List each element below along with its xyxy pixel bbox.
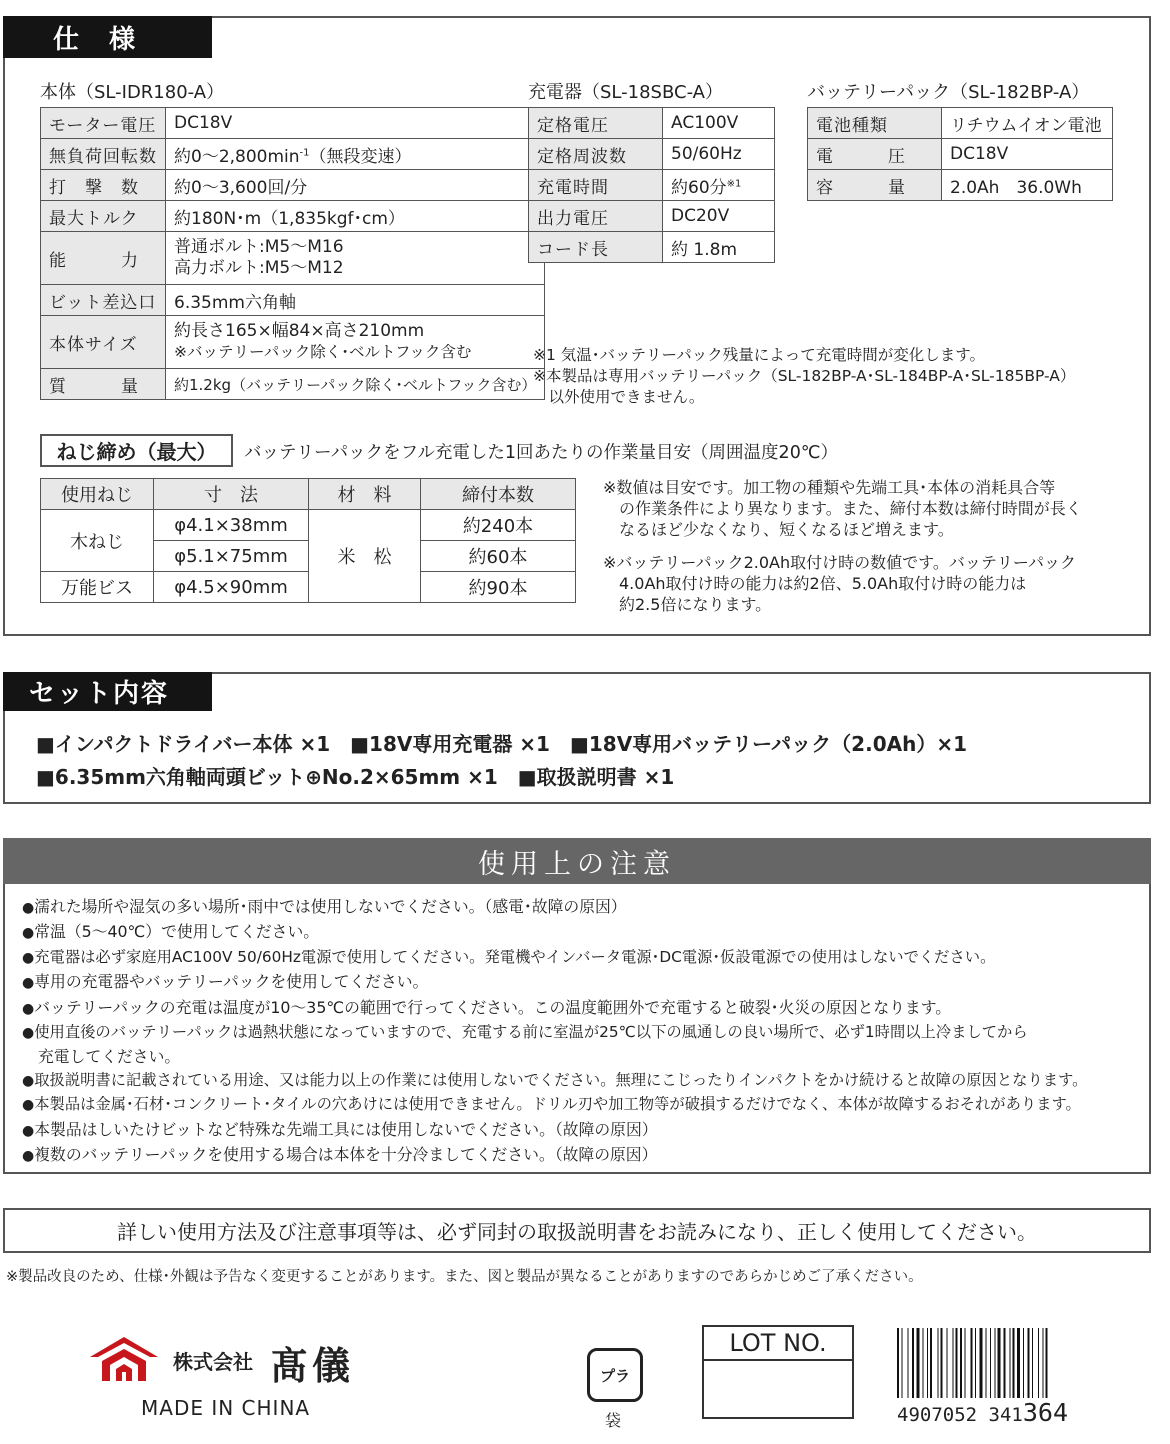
- made-in: MADE IN CHINA: [141, 1396, 311, 1420]
- col-header: 締付本数: [421, 479, 576, 510]
- screw-count: 約60本: [421, 541, 576, 572]
- spec-key: 電 圧: [808, 139, 942, 170]
- spec-value: 約 1.8m: [663, 232, 775, 263]
- screw-table: [40, 478, 576, 603]
- screw-material: 米 松: [309, 510, 421, 603]
- caution-list: [22, 895, 1087, 1168]
- screw-count: 約240本: [421, 510, 576, 541]
- set-contents-line: ■6.35mm六角軸両頭ビット⊕No.2×65mm ×1 ■取扱説明書 ×1: [36, 765, 675, 789]
- spec-tab: 仕 様: [3, 16, 212, 58]
- charger-notes: ※1 気温･バッテリーパック残量によって充電時間が変化します。 ※本製品は専用バッテリーパック（SL-182BP-A･SL-184BP-A･SL-185BP-A） 以外使用できません。: [533, 346, 1076, 406]
- recycle-mark-icon: プラ: [587, 1348, 643, 1402]
- caution-item: ●本製品は金属･石材･コンクリート･タイルの穴あけには使用できません。ドリル刃や加工物等が破損するだけでなく、本体が故障するおそれがあります。: [22, 1095, 1081, 1114]
- screw-notes-2: ※バッテリーパック2.0Ah取付け時の数値です。バッテリーパック 4.0Ah取付け時の能力は約2倍、5.0Ah取付け時の能力は 約2.5倍になります。: [603, 553, 1077, 614]
- spec-key: 能 力: [41, 232, 166, 285]
- spec-value: 約$0\sim 2,800\min^{-1}$（無段変速）: [166, 139, 545, 170]
- caution-item: ●取扱説明書に記載されている用途、又は能力以上の作業には使用しないでください。無理にこじったりインパクトをかけ続けると故障の原因となります。: [22, 1070, 1088, 1089]
- spec-value: 6.35mm六角軸: [166, 285, 545, 316]
- col-header: 材 料: [309, 479, 421, 510]
- caution-item: ●使用直後のバッテリーパックは過熱状態になっていますので、充電する前に室温が25℃以下の風通しの良い場所で、必ず1時間以上冷ましてから: [22, 1023, 1028, 1042]
- set-contents-line: ■インパクトドライバー本体 ×1 ■18V専用充電器 ×1 ■18V専用バッテリーパック（2.0Ah）×1: [36, 732, 968, 756]
- caution-item: ●常温（5～40℃）で使用してください。: [22, 922, 320, 942]
- caution-item: ●複数のバッテリーパックを使用する場合は本体を十分冷ましてください。（故障の原因）: [22, 1145, 658, 1165]
- caution-banner: 使用上の注意: [3, 838, 1151, 884]
- spec-key: 電池種類: [808, 108, 942, 139]
- spec-value: DC20V: [663, 201, 775, 232]
- spec-key: 定格電圧: [529, 108, 663, 139]
- spec-key: 質 量: [41, 369, 166, 400]
- company-prefix: 株式会社: [173, 1350, 253, 1374]
- lot-label: LOT NO.: [704, 1327, 852, 1361]
- spec-value: DC18V: [166, 108, 545, 139]
- read-manual-notice: 詳しい使用方法及び注意事項等は、必ず同封の取扱説明書をお読みになり、正しく使用してください。: [3, 1208, 1151, 1253]
- caution-item: ●バッテリーパックの充電は温度が10～35℃の範囲で行ってください。この温度範囲外で充電すると破裂･火災の原因となります。: [22, 997, 952, 1017]
- caution-item: ●専用の充電器やバッテリーパックを使用してください。: [22, 972, 429, 992]
- spec-key: 充電時間: [529, 170, 663, 201]
- caution-item-continuation: 充電してください。: [38, 1047, 181, 1067]
- barcode: [897, 1328, 1093, 1398]
- spec-value: 約180N･m（1,835kgf･cm）: [166, 201, 545, 232]
- screw-subtitle: バッテリーパックをフル充電した1回あたりの作業量目安（周囲温度20℃）: [244, 443, 838, 463]
- recycle-label: 袋: [605, 1411, 622, 1430]
- col-header: 寸 法: [154, 479, 309, 510]
- spec-key: 出力電圧: [529, 201, 663, 232]
- screw-size: φ4.5×90mm: [154, 572, 309, 603]
- charger-spec-table: [528, 107, 775, 263]
- disclaimer: ※製品改良のため、仕様･外観は予告なく変更することがあります。また、図と製品が異なることがありますのであらかじめご了承ください。: [6, 1269, 923, 1285]
- screw-title: ねじ締め（最大）: [40, 434, 233, 467]
- spec-value: 約長さ165×幅84×高さ210mm ※バッテリーパック除く･ベルトフック含む: [166, 316, 545, 369]
- battery-heading: バッテリーパック（SL-182BP-A）: [807, 82, 1090, 103]
- company-name: 髙儀: [270, 1343, 355, 1388]
- spec-value: リチウムイオン電池: [942, 108, 1113, 139]
- company-logo-icon: [88, 1335, 160, 1383]
- spec-value: 約0～3,600回/分: [166, 170, 545, 201]
- barcode-number: 4907052 341364: [897, 1398, 1068, 1427]
- spec-value: 約1.2kg（バッテリーパック除く･ベルトフック含む）: [166, 369, 545, 400]
- screw-size: φ4.1×38mm: [154, 510, 309, 541]
- screw-size: φ5.1×75mm: [154, 541, 309, 572]
- caution-item: ●濡れた場所や湿気の多い場所･雨中では使用しないでください。（感電･故障の原因）: [22, 897, 627, 916]
- spec-value: DC18V: [942, 139, 1113, 170]
- spec-value: 約60分$^{※1}$: [663, 170, 775, 201]
- caution-item: ●本製品はしいたけビットなど特殊な先端工具には使用しないでください。（故障の原因）: [22, 1119, 658, 1139]
- screw-count: 約90本: [421, 572, 576, 603]
- set-tab: セット内容: [3, 672, 212, 711]
- charger-heading: 充電器（SL-18SBC-A）: [528, 82, 723, 103]
- spec-key: ビット差込口: [41, 285, 166, 316]
- spec-key: 定格周波数: [529, 139, 663, 170]
- spec-value: 50/60Hz: [663, 139, 775, 170]
- spec-value: 普通ボルト:M5～M16 高力ボルト:M5～M12: [166, 232, 545, 285]
- spec-value: AC100V: [663, 108, 775, 139]
- spec-key: 容 量: [808, 170, 942, 201]
- spec-key: 無負荷回転数: [41, 139, 166, 170]
- screw-notes-1: ※数値は目安です。加工物の種類や先端工具･本体の消耗具合等 の作業条件により異なります。また、締付本数は締付時間が長く なるほど少なくなり、短くなるほど増えます。: [603, 478, 1082, 539]
- spec-key: 最大トルク: [41, 201, 166, 232]
- lot-box: [702, 1325, 854, 1419]
- spec-key: モーター電圧: [41, 108, 166, 139]
- col-header: 使用ねじ: [41, 479, 154, 510]
- spec-value: 2.0Ah 36.0Wh: [942, 170, 1113, 201]
- caution-item: ●充電器は必ず家庭用AC100V 50/60Hz電源で使用してください。発電機やインバータ電源･DC電源･仮設電源での使用はしないでください。: [22, 947, 996, 966]
- spec-key: 本体サイズ: [41, 316, 166, 369]
- screw-type: 万能ビス: [41, 572, 154, 603]
- body-spec-table: [40, 107, 545, 400]
- spec-key: コード長: [529, 232, 663, 263]
- barcode-bars: [897, 1328, 1093, 1398]
- body-heading: 本体（SL-IDR180-A）: [40, 82, 225, 103]
- battery-spec-table: [807, 107, 1113, 201]
- spec-key: 打 撃 数: [41, 170, 166, 201]
- screw-type: 木ねじ: [41, 510, 154, 572]
